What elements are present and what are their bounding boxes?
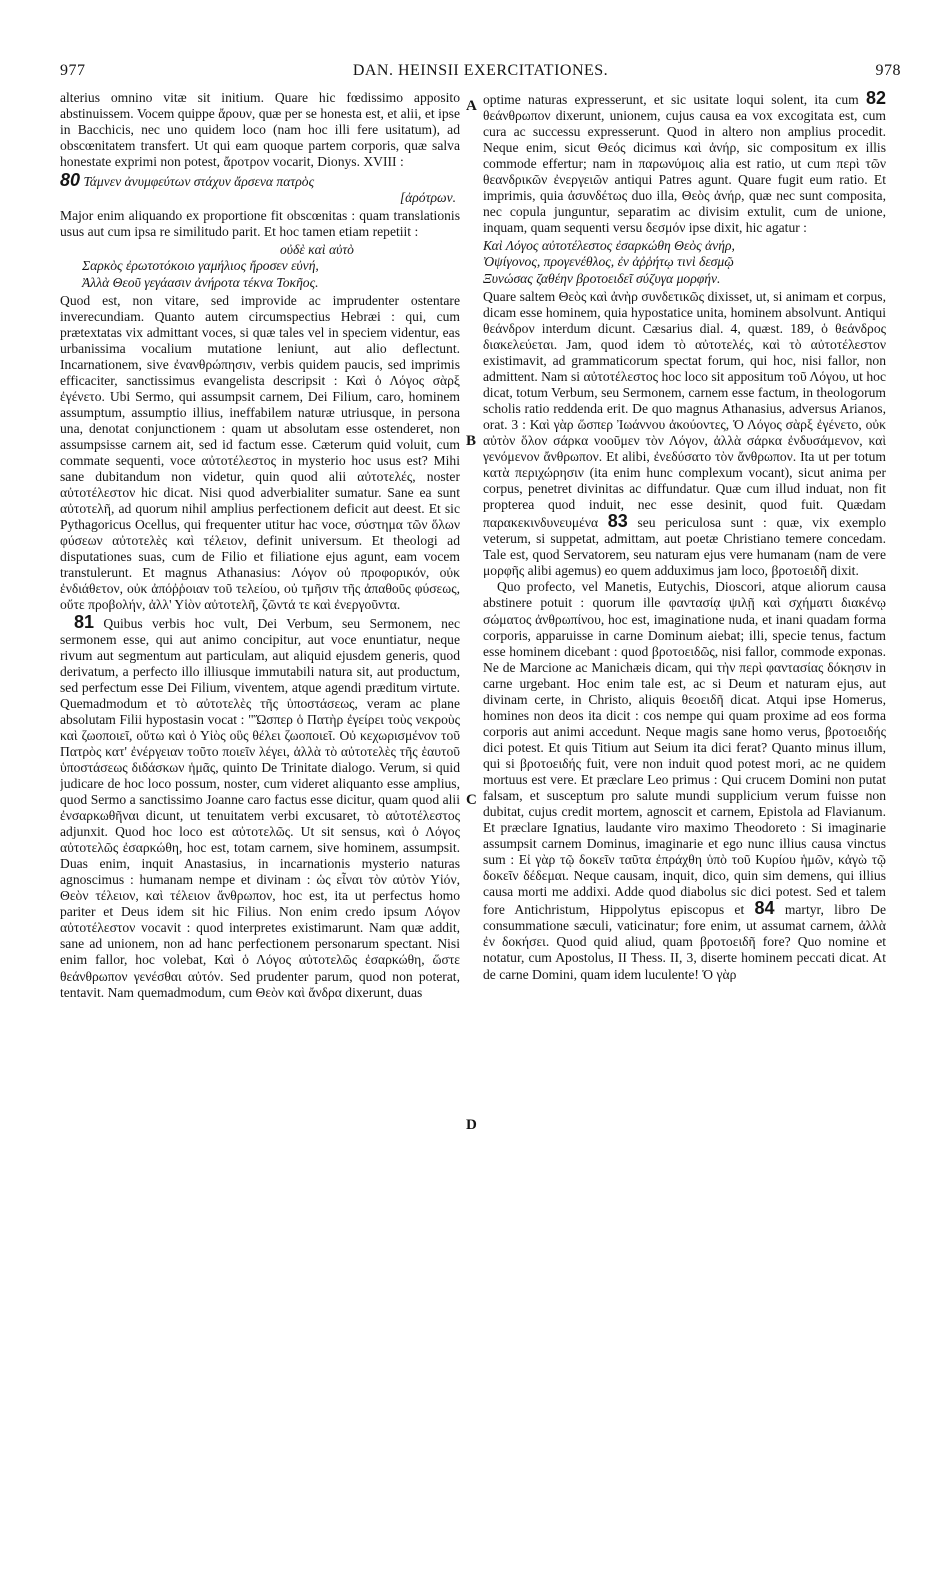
verse-quote-3 <box>483 238 886 286</box>
section-number-80: 80 <box>60 170 81 191</box>
verse-line: Καὶ Λόγος αὐτοτέλεστος ἐσαρκώθη Θεὸς ἀνήρ, <box>483 238 735 254</box>
right-paragraph-3: Quo profecto, vel Manetis, Eutychis, Dioscori, atque aliorum causa abstinere potuit : quorum ille φαντασίᾳ ψιλῇ καὶ σχήματι διακένῳ σώματος ἀνθρωπίνου, hoc est, imaginatione nuda, et inani quadam forma corporis, apparuisse in carne Dominum aiebat; illi, specie tenus, factum esse hominem dicebant : quod βροτοειδῶς, nisi fallor, commode exponas. Ne de Marcione ac Manichæis dicam, qui τὴν περὶ φαντασίας δόκησιν in carne urgebant. Hoc enim tale est, ac si Deum et naturam ejus, aut divinam certe, in Christo, aliquis θεοειδῆ dicat. Atqui ipse Homerus, homines non deos ita dicit : cos nempe qui quam proxime ad eos forma corporis aut animi accedunt. Neque magis sane homo verus, βροτοειδής dici potest. Et quis Titium aut Seium ita dici ferat? Quanto minus illum, qui si βροτοειδής fuit, vere non induit quod potest mori, ac ne quidem mortuus est vere. Et præclare Leo primus : Qui crucem Domini non putat falsam, et susceptum pro salute mundi supplicium verum fuisse non dubitat, cujus credit mortem, agnoscit et carnem, Epistola ad Flavianum. Et præclare Ignatius, laudante viro maximo Theodoreto : Si imaginarie assumpsit carnem Dominus, imaginarie et ego nunc illius causa vinctus sum : Εἰ γὰρ τῷ δοκεῖν ταῦτα ἐπράχθη ὑπὸ τοῦ Κυρίου ἡμῶν, κἀγὼ τῷ δοκεῖν δέδεμαι. Neque causam, inquit, dico, quin sim demens, qui illius causa morti me addixi. Adde quod diabolus sic dici potest. Sed et talem fore Antichristum, Hippolytus episcopus et <box>483 579 886 918</box>
left-paragraph-1: alterius omnino vitæ sit initium. Quare hic fœdissimo apposito abstinuissem. Vocem quippe ἄρουν, quæ per se honesta est, et alii, et ipse in Bacchicis, nec uno quidem loco (nam hoc illi fere usitatum), ad obscœnitatem transfert. Ut qui eam quoque partem corporis, quæ salva honestate exprimi non potest, ἄροτρον vocarit, Dionys. XVIII : <box>60 90 460 170</box>
margin-letter-b: B <box>466 433 477 449</box>
verse-quote-2 <box>60 242 460 290</box>
running-title: DAN. HEINSII EXERCITATIONES. <box>352 62 609 79</box>
right-paragraph-1: optime naturas expresserunt, et sic usitate loqui solent, ita cum <box>483 92 859 107</box>
verse-line: Ξυνώσας ζαθέην βροτοειδεῖ σύζυγα μορφήν. <box>483 270 721 286</box>
left-paragraph-3: Quod est, non vitare, sed improvide ac imprudenter ostentare inverecundiam. Quanto autem circumspectius Hebræi : qui, cum prætextatas vix admittant voces, si quæ tales vel in speciem videntur, eas urbanissima vocalium mutatione leniunt, aut alio deflectunt. Incarnationem, sive ἐνανθρώπησιν, verbis quidem paucis, sed imprimis efficaciter, sanctissimus evangelista descripsit : Καὶ ὁ Λόγος σὰρξ ἐγένετο. Ubi Sermo, qui assumpsit carnem, Dei Filium, caro, hominem assumptum, assumptio illius, ineffabilem naturæ utriusque, in persona una, denotat conjunctionem : quam ut absolutam esse ostenderet, non assumpsisse carnem ait, sed id factum esse. Cæterum quid voluit, cum commate sequenti, voce αὐτοτέλεστος in mysterio hoc usus est? Mihi sane dubitandum non videtur, quin quod alii αὐτοτελές, noster αὐτοτέλεστον hic dicat. Nisi quod adverbialiter sumatur. Sane ea sunt αὐτοτελῆ, ad quorum nihil amplius perfectionem deficit aut deest. Et sic Pythagoricus Ocellus, qui frequenter utitur hac voce, σύστημα τῶν ὅλων φύσεων αὐτοτελὲς καὶ τέλειον, definit universum. Et theologi ad disputationes suas, cum de Filio et filiatione ejus agunt, eam vocem transtulerunt. Et magnus Athanasius: Λόγον οὐ προφορικόν, οὐκ ἐνδιάθετον, οὐκ ἀπόῤῥοιαν τοῦ τελείου, οὐ τμῆσιν τῆς ἀπαθοῦς φύσεως, οὔτε προβολήν, ἀλλ' Υἱὸν αὐτοτελῆ, ζῶντά τε καὶ ἐνεργοῦντα. <box>60 292 460 613</box>
left-paragraph-4: Quibus verbis hoc vult, Dei Verbum, seu Sermonem, nec sermonem esse, qui aut animo concipitur, aut voce enuntiatur, neque rivum aut segmentum aut particulam, aut aliquid ejusdem generis, quod derivatum, a perfecto illo illiusque immutabili natura sit, aut productum, sed perfectum esse Dei Filium, viventem, atque agendi præditum virtute. Quemadmodum et τὸ αὐτοτελὲς τῆς ὑποστάσεως, veram ac plane absolutam Filii hypostasin vocat : "Ὥσπερ ὁ Πατὴρ ἐγείρει τοὺς νεκροὺς καὶ ζωοποιεῖ, οὕτω καὶ ὁ Υἱὸς οὓς θέλει ζωοποιεῖ. Οὐ κεχωρισμένον τοῦ Πατρὸς κατ' ἐνέργειαν τοῦτο ποιεῖν λέγει, ἀλλὰ τὸ αὐτοτελὲς τῆς ἑαυτοῦ ὑποστάσεως διδάσκων ἡμᾶς, quinto De Trinitate dialogo. Verum, si quid judicare de hoc loco possum, noster, cum videret aliquanto esse amplius, quod Sermo a sanctissimo Joanne caro factus esse dicitur, quam quod alii ἐνσαρκωθῆναι dicunt, ut tenuitatem verbi excusaret, τὸ αὐτοτέλεστος adjunxit. Quod hoc loco est αὐτοτελῶς. Ut sit sensus, καὶ ὁ Λόγος αὐτοτελῶς ἐσαρκώθη, hoc est, totam carnem, sive hominem, assumpsit. Duas enim, inquit Anastasius, in incarnationis mysterio naturas agnoscimus : humanam nempe et divinam : ὡς εἶναι τὸν αὐτὸν Υἱόν, Θεὸν τέλειον, καὶ τέλειον ἄνθρωπον, hoc est, ita ut perfectus homo pariter et Deus idem sit hic Filius. Non enim credo ipsum Λόγον αὐτοτέλεστον vocavit : quod interpretes existimarunt. Nam quæ addit, sane ad unionem, non ad hanc perfectionem personarum spectant. Nisi enim fallor, hoc volebat, Καὶ ὁ Λόγος αὐτοτελῶς ἐσαρκώθη, ὥστε θεάνθρωπον γενέσθαι αὐτόν. Sed prudenter parum, quod non poterat, tentavit. Nam quemadmodum, cum Θεὸν καὶ ἄνδρα dixerunt, duas <box>60 615 460 1000</box>
right-paragraph-2b: seu periculosa sunt : quæ, vix exemplo veterum, si suppetat, admittam, aut poetæ Christiano temere concedam. Tale est, quod Servatorem, seu naturam ejus vere humanam (nam de vere μορφῆς alibi agemus) eo quem adduximus jam loco, βροτοειδῆ dixit. <box>483 515 886 579</box>
verse-line: Ἀλλὰ Θεοῦ γεγάασιν ἀνήροτα τέκνα Τοκῆος. <box>82 274 319 290</box>
right-column <box>483 90 886 1560</box>
verse-line: Σαρκὸς ἐρωτοτόκοιο γαμήλιος ἤροσεν εὐνή, <box>82 258 319 274</box>
section-number-84: 84 <box>754 898 775 919</box>
left-page-number: 977 <box>60 62 86 79</box>
right-paragraph-2: Quare saltem Θεὸς καὶ ἀνὴρ συνδετικῶς dixisset, ut, si animam et corpus, dicam esse hominem, quia hypostatice unita, hominem absolvunt. Antiqui θεάνδρον interdum dicunt. Cæsarius dial. 4, quæst. 189, ὁ θεάνδρος διακελεύεται. Jam, quod idem τὸ αὐτοτελές, καὶ τὸ αὐτοτέλεστον existimavit, ad grammaticorum spectat forum, qui hoc, nisi fallor, non admittent. Nam si αὐτοτέλεστος hoc loco sit appositum τοῦ Λόγου, ut hoc dicat, totum Verbum, seu Sermonem, carnem esse factum, in theologorum scholis ratio reddenda erit. De quo magnus Athanasius, adversus Arianos, orat. 3 : Καὶ γὰρ ὥσπερ Ἰωάννου ἀκούοντες, Ὁ Λόγος σὰρξ ἐγένετο, οὐκ αὐτὸν ὅλον σάρκα νοοῦμεν τὸν Λόγον, ἀλλὰ σάρκα ἐνδυσάμενον, καὶ γενόμενον ἄνθρωπον. Et alibi, ἐνεδύσατο τὸν ἄνθρωπον. Ita ut per totum κατὰ περιχώρησιν (ita enim hunc complexum vocant), sicut anima per corpus, penetret divinitas ac diffundatur. Quæ cum illud induat, non fit propterea quod induit, nec esse desinit, quod fuit. Quædam παρακεκινδυνευμένα <box>483 288 886 531</box>
verse-quote-1 <box>60 172 460 206</box>
verse-line: οὐδὲ καὶ αὐτὸ <box>280 242 354 258</box>
right-paragraph-3b: martyr, libro De consummatione sæculi, vaticinatur; fore enim, ut assumat carnem, ἀλλὰ ἐν δοκήσει. Quod quid aliud, quam βροτοειδῆ fore? Quo nomine et notatur, cum Apostolus, II Thess. II, 3, diserte hominem peccati dicat. At de carne Domini, quam idem luculente! Ὁ γὰρ <box>483 902 886 982</box>
left-column <box>60 90 460 1560</box>
page-header <box>60 62 901 84</box>
verse-line: Τάμνεν ἀνυμφεύτων στάχυν ἄρσενα πατρὸς <box>83 174 315 190</box>
verse-line: Ὀψίγονος, προγενέθλος, ἐν ἀῤῥήτῳ τινὶ δεσμῷ <box>483 254 734 270</box>
right-paragraph-1b: θεάνθρωπον dixerunt, unionem, cujus causa ea vox excogitata est, cum cura ac successu expresserunt. Quod in altero non amplius procedit. Neque enim, sicut Θεός dicimus καὶ ἀνήρ, sic compositum ex illis commode effertur; nam in παρωνύμοις alia est ratio, ut cum περὶ τῶν θεανδρικῶν ἐνεργειῶν antiqui Patres agunt. Quare fugit eum ratio. Et imprimis, quia ἀσυνδέτως duo illa, Θεὸς ἀνήρ, quæ nec sunt composita, nec copula junguntur, separatim ac divisim extulit, cum de unione, inquam, quam sequenti versu δεσμόν ipse dixit, hic agatur : <box>483 108 886 236</box>
left-paragraph-2: Major enim aliquando ex proportione fit obscœnitas : quam translationis usus aut cum ipsa re similitudo parit. Et hoc tamen etiam repetiit : <box>60 208 460 240</box>
section-number-81: 81 <box>74 611 95 632</box>
margin-letter-c: C <box>466 792 477 808</box>
right-page-number: 978 <box>875 62 901 79</box>
margin-letter-d: D <box>466 1117 477 1133</box>
section-number-83: 83 <box>607 511 628 532</box>
margin-letter-a: A <box>466 98 477 114</box>
verse-line: [ἀρότρων. <box>399 190 456 206</box>
section-number-82: 82 <box>865 90 886 108</box>
